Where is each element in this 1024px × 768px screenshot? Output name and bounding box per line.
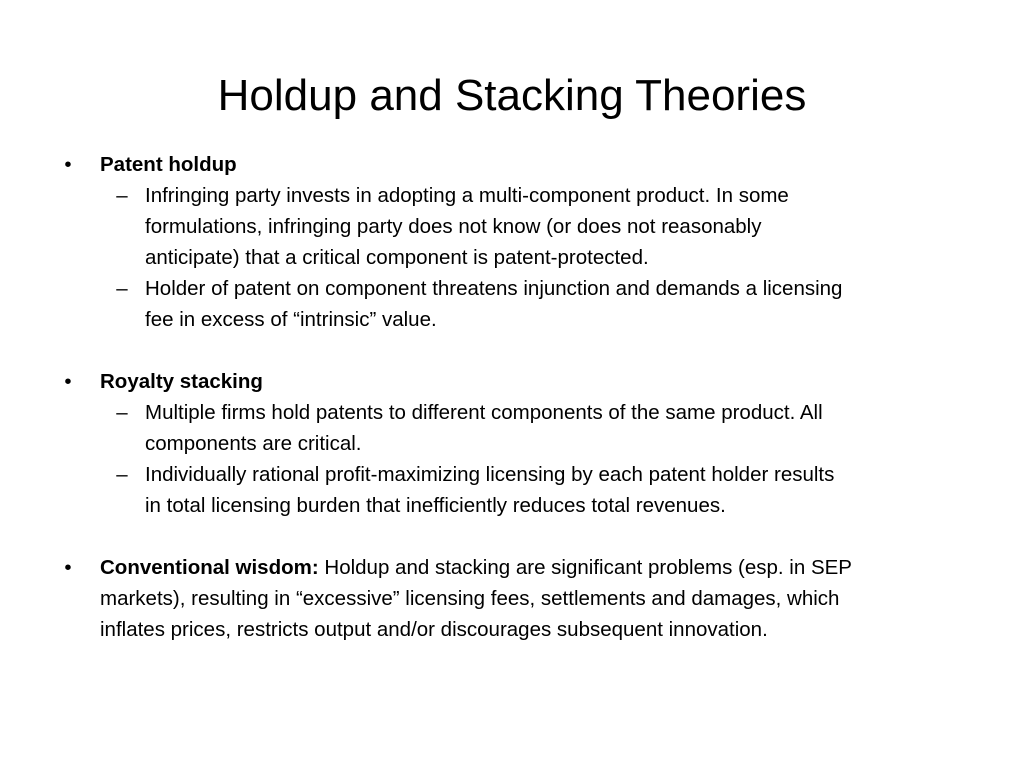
text-line: fee in excess of “intrinsic” value. [145, 308, 437, 331]
spacer [58, 521, 968, 552]
bullet-text: Holdup and stacking are significant problems (esp. in SEP [318, 556, 852, 579]
bullet-heading: Conventional wisdom: [100, 556, 319, 579]
text-line [100, 552, 968, 583]
bullet-dot-icon: • [64, 370, 72, 393]
text-line: Holder of patent on component threatens injunction and demands a licensing [145, 277, 843, 300]
bullet-dot-icon: • [64, 556, 72, 579]
sub-bullet [58, 180, 968, 273]
spacer [58, 335, 968, 366]
text-line: components are critical. [145, 432, 362, 455]
sub-bullet [58, 459, 968, 521]
bullet-heading: Patent holdup [100, 153, 237, 176]
text-line: inflates prices, restricts output and/or discourages subsequent innovation. [100, 618, 768, 641]
text-line: Individually rational profit-maximizing licensing by each patent holder results [145, 463, 835, 486]
dash-icon: – [116, 401, 128, 424]
sub-bullet [58, 273, 968, 335]
slide-body [58, 149, 968, 645]
text-line: Infringing party invests in adopting a multi-component product. In some [145, 184, 789, 207]
sub-bullet [58, 397, 968, 459]
bullet-royalty-stacking [58, 366, 968, 397]
dash-icon: – [116, 184, 128, 207]
slide-title: Holdup and Stacking Theories [217, 71, 807, 120]
text-line: anticipate) that a critical component is patent-protected. [145, 246, 649, 269]
dash-icon: – [116, 277, 128, 300]
text-line: formulations, infringing party does not know (or does not reasonably [145, 215, 762, 238]
text-line: markets), resulting in “excessive” licensing fees, settlements and damages, which [100, 587, 840, 610]
bullet-patent-holdup [58, 149, 968, 180]
text-line: Multiple firms hold patents to different components of the same product. All [145, 401, 823, 424]
text-line: in total licensing burden that inefficiently reduces total revenues. [145, 494, 726, 517]
dash-icon: – [116, 463, 128, 486]
bullet-heading: Royalty stacking [100, 370, 263, 393]
bullet-dot-icon: • [64, 153, 72, 176]
bullet-conventional-wisdom [58, 552, 968, 645]
